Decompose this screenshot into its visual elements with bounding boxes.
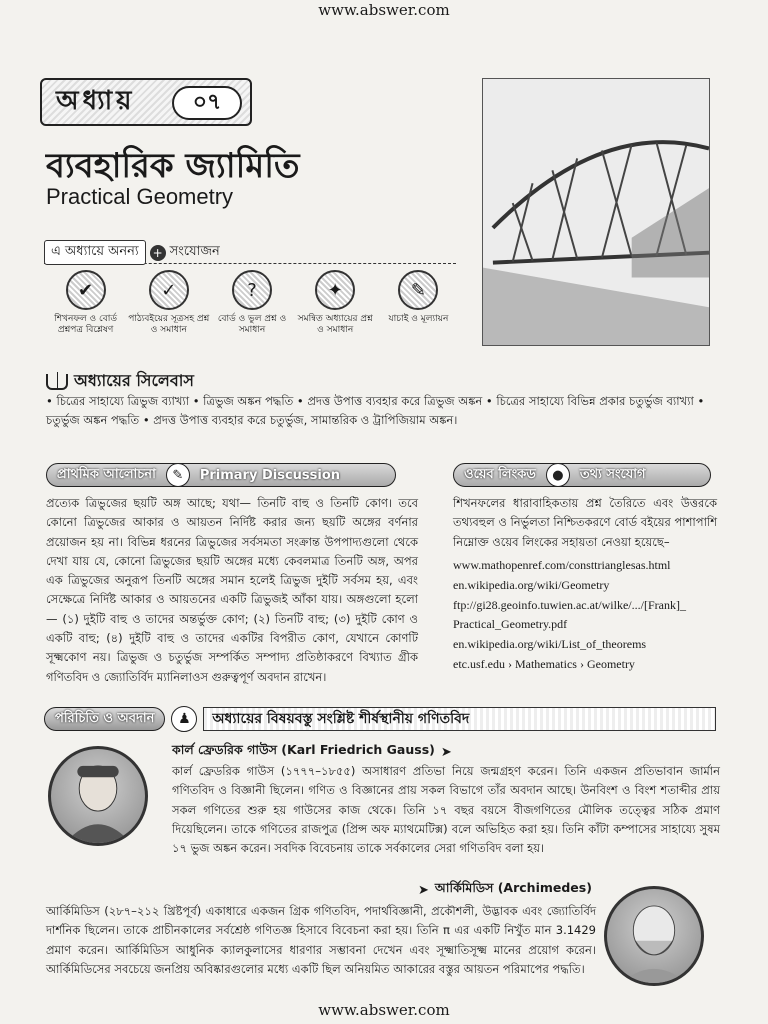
web-link[interactable]: Practical_Geometry.pdf — [453, 617, 568, 632]
feature-icon: ✎ — [398, 270, 438, 310]
portrait-icon — [51, 749, 145, 843]
intro-label: পরিচিতি ও অবদান — [44, 707, 165, 731]
web-link[interactable]: etc.usf.edu › Mathematics › Geometry — [453, 656, 635, 671]
bridge-icon — [483, 79, 709, 345]
web-intro-text: শিখনফলের ধারাবাহিকতায় প্রশ্ন তৈরিতে এবং উত্তরকে তথ্যবহুল ও নির্ভুলতা নিশ্চিতকরণে বোর্ড বইয়ের পাশাপাশি নিম্নোক্ত ওয়েব লিংকের সহায়তা নেওয়া হয়েছে– — [453, 496, 718, 549]
syllabus-heading: অধ্যায়ের সিলেবাস — [74, 371, 194, 390]
primary-label-en: Primary Discussion — [199, 467, 341, 483]
archimedes-portrait — [604, 886, 704, 986]
feature-icon: ✔ — [66, 270, 106, 310]
archimedes-name-text: আর্কিমিডিস (Archimedes) — [434, 880, 592, 895]
chapter-title-en: Practical Geometry — [46, 184, 234, 209]
feature-icon: ✓ — [149, 270, 189, 310]
feature-item — [210, 270, 293, 346]
gauss-portrait — [48, 746, 148, 846]
bridge-photo — [482, 78, 710, 346]
arrow-icon: ➤ — [440, 744, 452, 760]
feature-item — [294, 270, 377, 346]
web-link[interactable]: ftp://gi28.geoinfo.tuwien.ac.at/wilke/.../[Frank]_ — [453, 597, 686, 612]
feature-item — [377, 270, 460, 346]
archimedes-name — [418, 880, 592, 900]
feature-list — [44, 270, 460, 346]
gauss-name-text: কার্ল ফ্রেডরিক গাউস (Karl Friedrich Gauss) — [172, 742, 435, 757]
plus-icon: + — [150, 245, 166, 261]
chapter-number: ০৭ — [172, 86, 242, 120]
feature-label: পাঠ্যবইয়ের সূত্রসহ প্রশ্ন ও সমাধান — [128, 314, 210, 335]
site-url-bottom: www.abswer.com — [318, 1001, 450, 1019]
chapter-title-bn: ব্যবহারিক জ্যামিতি — [46, 146, 300, 186]
unique-additions-header — [44, 242, 456, 264]
web-link[interactable]: en.wikipedia.org/wiki/List_of_theorems — [453, 637, 647, 652]
site-url-top: www.abswer.com — [318, 1, 450, 19]
feature-item — [44, 270, 127, 346]
feature-label: যাচাই ও মূল্যায়ন — [388, 314, 449, 324]
portrait-icon — [607, 889, 701, 983]
chapter-tag — [40, 78, 252, 126]
mathematicians-section-header — [44, 705, 716, 733]
gauss-bio: কার্ল ফ্রেডরিক গাউস (১৭৭৭–১৮৫৫) অসাধারণ প্রতিভা নিয়ে জন্মগ্রহণ করেন। তিনি একজন প্রতিভাবান জার্মান গণিতবিদ ও বিজ্ঞানী ছিলেন। গণিত ও বিজ্ঞানের প্রায় সকল বিভাগে তাঁর অবদান আছে। উনবিংশ ও বিংশ শতাব্দীর প্রায় সকল গণিতের শুরু হয় গাউসের কাজ থেকে। তিনি ১৭ বছর বয়সে বীজগণিতের মৌলিক তত্ত্বের সঠিক প্রমাণ দিয়েছিলেন। তাকে গণিতের রাজপুত্র (প্রিন্স অফ ম্যাথমেটিক্স) বলে অভিহিত করা হয়। তিনি কাঁটা কম্পাসের সাহায্যে সুষম ১৭ ভুজ অঙ্কন করেন। সবদিক বিবেচনায় তাকে সর্বকালের সেরা গণিতবিদ বলা হয়। — [172, 764, 720, 856]
feature-label: বোর্ড ও ভুল প্রশ্ন ও সমাধান — [217, 314, 287, 335]
additions-label: এ অধ্যায়ে অনন্য — [44, 240, 146, 265]
primary-discussion-banner — [46, 463, 396, 487]
chapter-label: অধ্যায় — [56, 86, 136, 116]
arrow-icon: ➤ — [418, 882, 429, 898]
feature-label: সমন্বিত অধ্যায়ের প্রশ্ন ও সমাধান — [297, 314, 373, 335]
web-link-list — [453, 556, 723, 675]
additions-suffix: সংযোজন — [169, 244, 220, 259]
feature-label: শিখনফল ও বোর্ড প্রশ্নপত্র বিশ্লেষণ — [54, 314, 117, 335]
syllabus-title — [46, 368, 194, 395]
archimedes-bio: আর্কিমিডিস (২৮৭–২১২ খ্রিষ্টপূর্ব) একাধারে একজন গ্রিক গণিতবিদ, পদার্থবিজ্ঞানী, প্রকৌশলী, উদ্ভাবক এবং জ্যোতির্বিদ দার্শনিক ছিলেন। তাকে প্রাচীনকালের সর্বশ্রেষ্ঠ গণিতজ্ঞ হিসাবে বিবেচনা করা হয়। তিনি π এর একটি নিখুঁত মান 3.1429 প্রমাণ করেন। আর্কিমিডিস আধুনিক ক্যালকুলাসের ধারণার সম্ভাবনা দেখেন এবং সূক্ষ্মাতিসূক্ষ্ম মানের প্রয়োগ করেন। আর্কিমিডিসের সবচেয়ে জনপ্রিয় অবিষ্কারগুলোর মধ্যে একটি ছিল অনিয়মিত আকারের বস্তুর আয়তন পরিমাপের পদ্ধতি। — [46, 904, 596, 976]
gauss-name — [172, 742, 452, 762]
web-label-right: তথ্য সংযোগ — [579, 466, 646, 482]
web-linked-banner — [453, 463, 711, 487]
open-book-icon — [46, 374, 68, 390]
web-label-left: ওয়েব লিংকড — [464, 466, 536, 482]
web-link[interactable]: www.mathopenref.com/consttrianglesas.html — [453, 558, 671, 572]
syllabus-text: • চিত্রের সাহায্যে ত্রিভুজ ব্যাখ্যা • ত্রিভুজ অঙ্কন পদ্ধতি • প্রদত্ত উপাত্ত ব্যবহার করে ত্রিভুজ অঙ্কন • চিত্রের সাহায্যে বিভিন্ন প্রকার চতুর্ভুজ ব্যাখ্যা • চতুর্ভুজ অঙ্কন পদ্ধতি • প্রদত্ত উপাত্ত ব্যবহার করে চতুর্ভুজ, সামান্তরিক ও ট্রাপিজিয়াম অঙ্কন। — [46, 394, 705, 427]
primary-label-bn: প্রাথমিক আলোচনা — [57, 466, 156, 482]
bust-icon: ♟ — [171, 706, 197, 732]
primary-discussion-text: প্রত্যেক ত্রিভুজের ছয়টি অঙ্গ আছে; যথা— তিনটি বাহু ও তিনটি কোণ। তবে কোনো ত্রিভুজের আকার ও আয়তন নির্দিষ্ট করার জন্য ছয়টি অঙ্গের বর্ণনার প্রয়োজন হয় না। বিভিন্ন ধরনের ত্রিভুজের সর্বসমতা সংক্রান্ত উপপাদ্যগুলো থেকে দেখা যায় যে, কোনো ত্রিভুজের ছয়টি অঙ্গের মধ্যে কেবলমাত্র তিনটি অঙ্গ, অপর এক ত্রিভুজের অনুরূপ তিনটি অঙ্গের সমান হলেই ত্রিভুজ দুইটি সর্বসম হয়, এবং সেক্ষেত্রে নির্দিষ্ট আকার ও আয়তনের একটি ত্রিভুজই আঁকা যায়। অঙ্গগুলো হলো— (১) দুইটি বাহু ও তাদের অন্তর্ভুক্ত কোণ; (২) তিনটি বাহু; (৩) দুইটি কোণ ও একটি বাহু; (৪) দুইটি বাহু ও তাদের একটির বিপরীত কোণ, যেখানে কোণটি সূক্ষ্মকোণ নয়। ত্রিভুজ ও চতুর্ভুজ সম্পর্কিত সম্পাদ্য প্রতিষ্ঠাকরণে বিখ্যাত গ্রীক গণিতবিদ ও জ্যোতির্বিদ ম্যানিলাওস গুরুত্বপূর্ণ অবদান রাখেন। — [46, 496, 418, 684]
feature-icon: ? — [232, 270, 272, 310]
feature-item — [127, 270, 210, 346]
user-icon: ● — [546, 463, 570, 487]
compass-icon: ✎ — [166, 463, 190, 487]
intro-heading: অধ্যায়ের বিষয়বস্তু সংশ্লিষ্ট শীর্ষস্থানীয় গণিতবিদ — [203, 707, 716, 731]
feature-icon: ✦ — [315, 270, 355, 310]
web-link[interactable]: en.wikipedia.org/wiki/Geometry — [453, 577, 610, 592]
